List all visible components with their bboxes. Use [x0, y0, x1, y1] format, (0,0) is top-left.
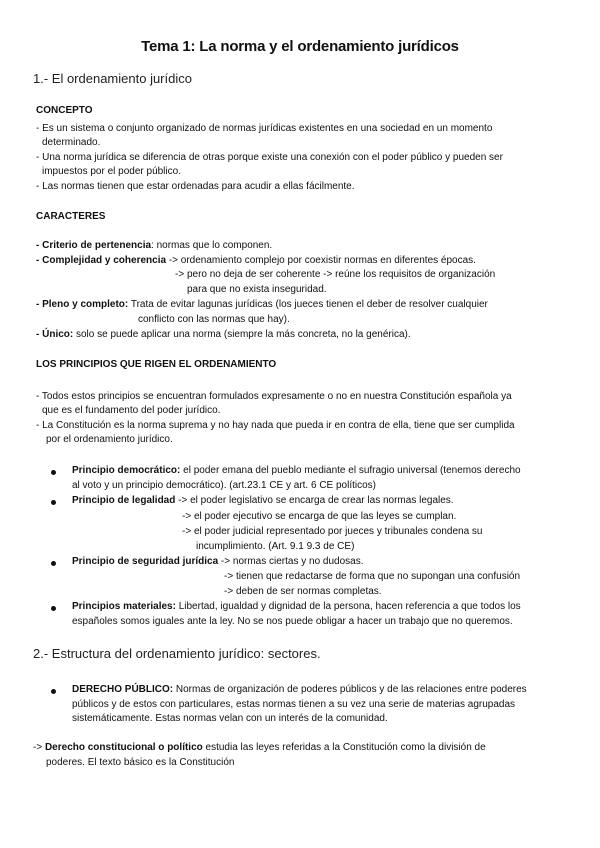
principios-materiales-l2: españoles somos iguales ante la ley. No se nos puede obligar a hacer un trabajo que no queremos. — [72, 616, 513, 627]
caracter-complejidad-l3: para que no exista inseguridad. — [187, 284, 327, 295]
principio-seguridad-l3: -> deben de ser normas completas. — [224, 586, 382, 597]
concepto-line-3: - Las normas tienen que estar ordenadas para acudir a ellas fácilmente. — [36, 181, 355, 192]
section-heading-2: 2.- Estructura del ordenamiento jurídico: sectores. — [33, 646, 321, 661]
principio-seguridad-l2: -> tienen que redactarse de forma que no supongan una confusión — [224, 571, 521, 582]
principio-legalidad: Principio de legalidad -> el poder legislativo se encarga de crear las normas legales. — [72, 495, 454, 506]
caracter-unico: - Único: solo se puede aplicar una norma (siempre la más concreta, no la genérica). — [36, 329, 411, 340]
bullet-icon — [51, 606, 56, 611]
principio-legalidad-l3: -> el poder judicial representado por jueces y tribunales condena su — [182, 526, 483, 537]
bullet-icon — [51, 470, 56, 475]
principio-legalidad-l4: incumplimiento. (Art. 9.1 9.3 de CE) — [196, 541, 355, 552]
caracter-complejidad-l2: -> pero no deja de ser coherente -> reúne los requisitos de organización — [175, 269, 496, 280]
concepto-line-1: - Es un sistema o conjunto organizado de normas jurídicas existentes en una sociedad en un momento — [36, 123, 493, 134]
principios-heading: LOS PRINCIPIOS QUE RIGEN EL ORDENAMIENTO — [36, 359, 277, 370]
bullet-icon — [51, 561, 56, 566]
principios-materiales: Principios materiales: Libertad, igualdad y dignidad de la persona, hacen referencia a que todos los — [72, 601, 521, 612]
principios-line-1b: que es el fundamento del poder jurídico. — [42, 405, 221, 416]
principio-seguridad: Principio de seguridad jurídica -> normas ciertas y no dudosas. — [72, 556, 364, 567]
principio-democratico-l2: al voto y un principio democrático). (art.23.1 CE y art. 6 CE políticos) — [72, 480, 377, 491]
concepto-heading: CONCEPTO — [36, 105, 93, 116]
principios-line-1: - Todos estos principios se encuentran formulados expresamente o no en nuestra Constitución española ya — [36, 391, 512, 402]
section-heading-1: 1.- El ordenamiento jurídico — [33, 71, 192, 86]
concepto-line-2: - Una norma jurídica se diferencia de otras porque existe una conexión con el poder público y pueden ser — [36, 152, 503, 163]
concepto-line-2b: impuestos por el poder público. — [42, 166, 181, 177]
derecho-publico-l2: públicos y de estos con particulares, estas normas tienen a su vez una serie de materias agrupadas — [72, 699, 516, 710]
derecho-constitucional: -> Derecho constitucional o político estudia las leyes referidas a la Constitución como la división de — [33, 742, 486, 753]
derecho-publico-l3: sistemáticamente. Estas normas velan con un interés de la comunidad. — [72, 713, 388, 724]
principios-line-2b: por el ordenamiento jurídico. — [46, 434, 173, 445]
derecho-constitucional-l2: poderes. El texto básico es la Constitución — [46, 757, 235, 768]
caracter-pertenencia: - Criterio de pertenencia: normas que lo componen. — [36, 240, 273, 251]
principio-democratico: Principio democrático: el poder emana del pueblo mediante el sufragio universal (tenemos derecho — [72, 465, 521, 476]
caracteres-heading: CARACTERES — [36, 211, 106, 222]
caracter-complejidad: - Complejidad y coherencia -> ordenamiento complejo por coexistir normas en diferentes épocas. — [36, 255, 476, 266]
page-title: Tema 1: La norma y el ordenamiento jurídicos — [141, 38, 459, 55]
bullet-icon — [51, 689, 56, 694]
principios-line-2: - La Constitución es la norma suprema y no hay nada que pueda ir en contra de ella, tiene que ser cumplida — [36, 420, 515, 431]
concepto-line-1b: determinado. — [42, 137, 101, 148]
bullet-icon — [51, 500, 56, 505]
caracter-pleno-l2: conflicto con las normas que hay). — [138, 314, 290, 325]
principio-legalidad-l2: -> el poder ejecutivo se encarga de que las leyes se cumplan. — [182, 511, 457, 522]
derecho-publico: DERECHO PÚBLICO: Normas de organización de poderes públicos y de las relaciones entre poderes — [72, 684, 527, 695]
caracter-pleno: - Pleno y completo: Trata de evitar lagunas jurídicas (los jueces tienen el deber de resolver cualquier — [36, 299, 488, 310]
